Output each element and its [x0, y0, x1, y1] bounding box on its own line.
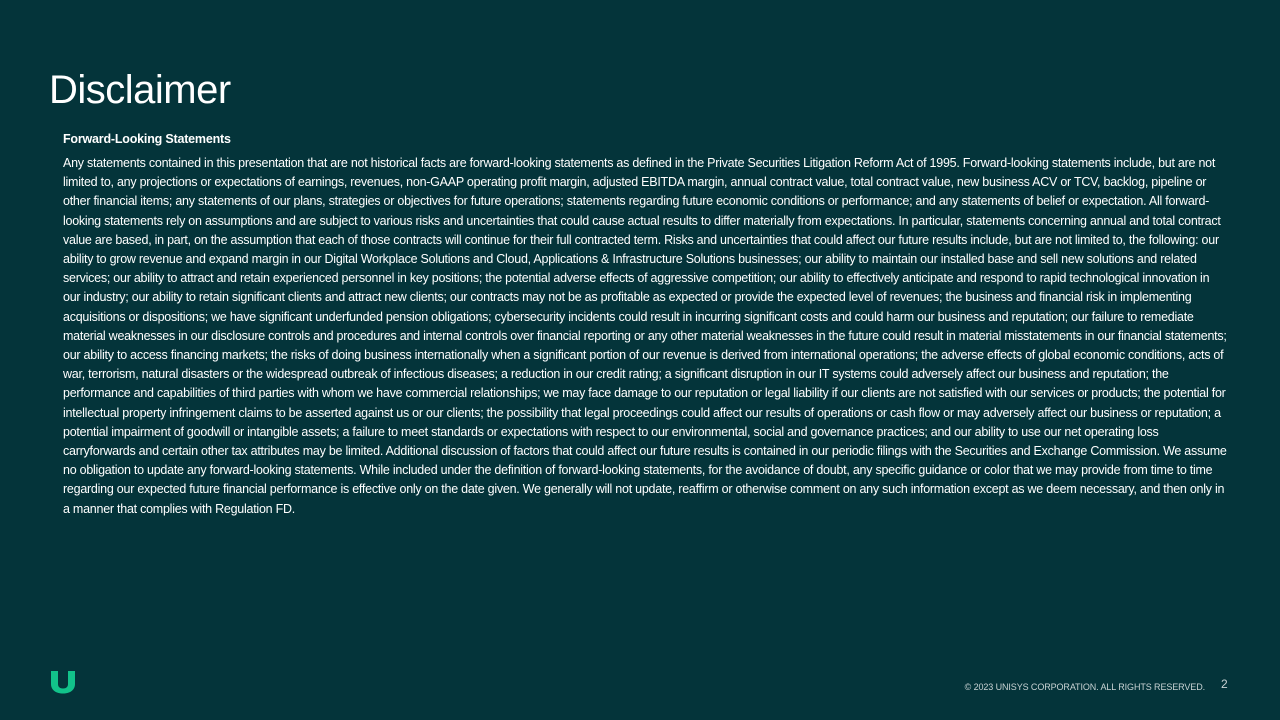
page-number: 2 — [1221, 677, 1228, 691]
disclaimer-paragraph: Any statements contained in this presentation that are not historical facts are forward-looking statements as defined in the Private Securities Litigation Reform Act of 1995. Forward-looking statements include, but are not limited to, any projections or expectations of earnings, revenues, non-GAAP operating profit margin, adjusted EBITDA margin, annual contract value, total contract value, new business ACV or TCV, backlog, pipeline or other financial items; any statements of our plans, strategies or objectives for future operations; statements regarding future economic conditions or performance; and any statements of belief or expectation. All forward-looking statements rely on assumptions and are subject to various risks and uncertainties that could cause actual results to differ materially from expectations. In particular, statements concerning annual and total contract value are based, in part, on the assumption that each of those contracts will continue for their full contracted term. Risks and uncertainties that could affect our future results include, but are not limited to, the following: our ability to grow revenue and expand margin in our Digital Workplace Solutions and Cloud, Applications & Infrastructure Solutions businesses; our ability to maintain our installed base and sell new solutions and related services; our ability to attract and retain experienced personnel in key positions; the potential adverse effects of aggressive competition; our ability to effectively anticipate and respond to rapid technological innovation in our industry; our ability to retain significant clients and attract new clients; our contracts may not be as profitable as expected or provide the expected level of revenues; the business and financial risk in implementing acquisitions or dispositions; we have significant underfunded pension obligations; cybersecurity incidents could result in incurring significant costs and could harm our business and reputation; our failure to remediate material weaknesses in our disclosure controls and procedures and internal controls over financial reporting or any other material weaknesses in the future could result in material misstatements in our financial statements; our ability to access financing markets; the risks of doing business internationally when a significant portion of our revenue is derived from international operations; the adverse effects of global economic conditions, acts of war, terrorism, natural disasters or the widespread outbreak of infectious diseases; a reduction in our credit rating; a significant disruption in our IT systems could adversely affect our business and reputation; the performance and capabilities of third parties with whom we have commercial relationships; we may face damage to our reputation or legal liability if our clients are not satisfied with our services or products; the potential for intellectual property infringement claims to be asserted against us or our clients; the possibility that legal proceedings could affect our results of operations or cash flow or may adversely affect our business or reputation; a potential impairment of goodwill or intangible assets; a failure to meet standards or expectations with respect to our environmental, social and governance practices; and our ability to use our net operating loss carryforwards and certain other tax attributes may be limited. Additional discussion of factors that could affect our future results is contained in our periodic filings with the Securities and Exchange Commission. We assume no obligation to update any forward-looking statements. While included under the definition of forward-looking statements, for the avoidance of doubt, any specific guidance or color that we may provide from time to time regarding our expected future financial performance is effective only on the date given. We generally will not update, reaffirm or otherwise comment on any such information except as we deem necessary, and then only in a manner that complies with Regulation FD. — [63, 156, 1227, 516]
section-heading: Forward-Looking Statements — [63, 132, 231, 146]
copyright-notice: © 2023 UNISYS CORPORATION. ALL RIGHTS RESERVED. — [964, 682, 1205, 692]
disclaimer-body — [63, 131, 1228, 519]
slide-title: Disclaimer — [49, 68, 231, 112]
unisys-u-logo-icon — [50, 670, 76, 694]
